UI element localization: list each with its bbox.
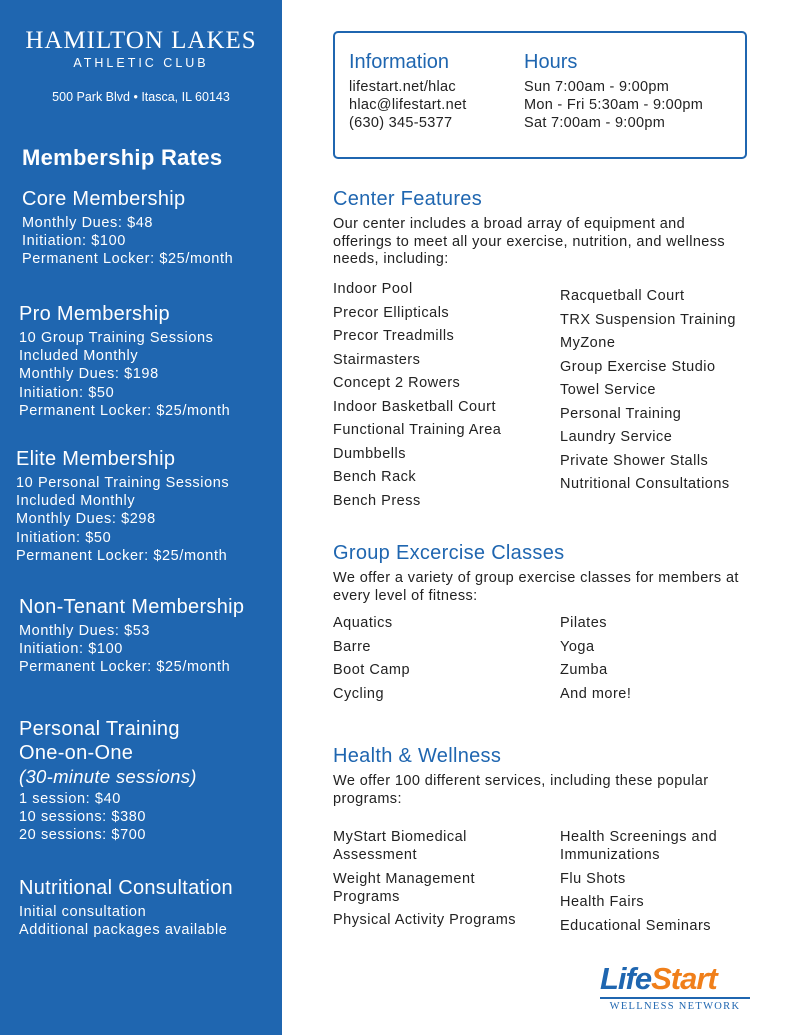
information-column <box>349 50 467 132</box>
plan-line: Monthly Dues: $298 <box>16 511 156 528</box>
list-item: Cycling <box>333 685 385 702</box>
plan-line: Additional packages available <box>19 922 228 939</box>
list-item: Weight Management Programs <box>333 870 476 905</box>
plan-line: Permanent Locker: $25/month <box>19 402 231 419</box>
list-item: Racquetball Court <box>560 288 685 304</box>
group-classes-list-2 <box>560 612 631 706</box>
group-classes-list-1 <box>333 612 410 706</box>
list-item: Private Shower Stalls <box>560 452 709 469</box>
hours-column <box>524 50 703 132</box>
group-classes-intro: We offer a variety of group exercise classes for members at every level of fitness: <box>333 570 739 604</box>
list-item: Pilates <box>560 615 608 631</box>
plan-title: Elite Membership <box>16 448 176 470</box>
information-heading: Information <box>349 51 450 73</box>
list-item: Indoor Pool <box>333 281 413 297</box>
plan-line: Included Monthly <box>19 348 139 365</box>
plan-line: Initiation: $50 <box>16 529 112 546</box>
list-item: Personal Training <box>560 405 682 422</box>
list-item: Boot Camp <box>333 662 411 678</box>
list-item: Precor Ellipticals <box>333 304 450 321</box>
list-item: Aquatics <box>333 615 393 631</box>
plan-non-tenant <box>19 595 244 677</box>
list-item: And more! <box>560 685 632 702</box>
club-name: HAMILTON LAKES <box>25 27 257 54</box>
plan-line: Included Monthly <box>16 493 136 510</box>
list-item: TRX Suspension Training <box>560 311 736 328</box>
health-wellness-intro: We offer 100 different services, including these popular programs: <box>333 773 709 807</box>
plan-line: 20 sessions: $700 <box>19 827 147 844</box>
membership-rates-heading: Membership Rates <box>22 145 223 170</box>
health-wellness-list-2 <box>560 828 760 940</box>
list-item: Health Fairs <box>560 894 645 910</box>
plan-line: Permanent Locker: $25/month <box>19 659 231 676</box>
plan-core <box>22 187 233 269</box>
list-item: Bench Rack <box>333 469 417 485</box>
plan-title: One-on-One <box>19 742 134 764</box>
website-link[interactable]: lifestart.net/hlac <box>349 79 456 95</box>
hours-heading: Hours <box>524 51 578 73</box>
list-item: Bench Press <box>333 492 421 509</box>
club-subtitle: ATHLETIC CLUB <box>73 56 209 70</box>
email-link[interactable]: hlac@lifestart.net <box>349 97 467 113</box>
plan-title: Personal Training <box>19 718 180 740</box>
plan-line: 1 session: $40 <box>19 791 121 807</box>
list-item: Health Screenings and Immunizations <box>560 829 718 863</box>
plan-line: Initial consultation <box>19 904 147 920</box>
plan-line: Monthly Dues: $48 <box>22 215 154 231</box>
plan-line: Initiation: $100 <box>19 641 123 658</box>
logo-word-life: Life <box>600 961 652 996</box>
plan-title: Pro Membership <box>19 303 170 325</box>
center-features-title: Center Features <box>333 188 483 210</box>
plan-line: Monthly Dues: $53 <box>19 623 151 639</box>
plan-line: Monthly Dues: $198 <box>19 366 159 383</box>
plan-pro <box>19 302 230 420</box>
logo-tagline: WELLNESS NETWORK <box>609 1001 741 1012</box>
list-item: Laundry Service <box>560 429 673 445</box>
center-features-list-2 <box>560 285 736 497</box>
list-item: Nutritional Consultations <box>560 476 730 492</box>
list-item: Yoga <box>560 638 595 655</box>
plan-title: Non-Tenant Membership <box>19 596 245 618</box>
list-item: Barre <box>333 638 371 655</box>
plan-line: 10 Group Training Sessions <box>19 330 214 346</box>
list-item: Indoor Basketball Court <box>333 398 497 415</box>
logo-word-start: Start <box>651 961 717 996</box>
plan-elite <box>16 447 229 565</box>
logo-divider <box>600 997 750 999</box>
club-address: 500 Park Blvd • Itasca, IL 60143 <box>52 90 230 104</box>
health-wellness-list-1 <box>333 828 545 935</box>
plan-title: Core Membership <box>22 188 186 210</box>
list-item: MyZone <box>560 335 616 351</box>
plan-line: Permanent Locker: $25/month <box>16 547 228 564</box>
sidebar <box>0 0 282 1035</box>
list-item: Physical Activity Programs <box>333 912 517 928</box>
list-item: Functional Training Area <box>333 422 502 438</box>
plan-line: Initiation: $50 <box>19 384 115 401</box>
hours-line: Sat 7:00am - 9:00pm <box>524 115 666 131</box>
lifestart-logo <box>600 962 750 1020</box>
hours-line: Mon - Fri 5:30am - 9:00pm <box>524 97 704 113</box>
list-item: Educational Seminars <box>560 917 712 934</box>
list-item: Group Exercise Studio <box>560 358 716 375</box>
list-item: Dumbbells <box>333 445 406 462</box>
health-wellness-title: Health & Wellness <box>333 745 502 767</box>
hours-line: Sun 7:00am - 9:00pm <box>524 79 670 95</box>
center-features-list-1 <box>333 278 501 513</box>
list-item: Zumba <box>560 662 608 678</box>
plan-line: Initiation: $100 <box>22 233 126 250</box>
plan-line: 10 Personal Training Sessions <box>16 475 230 491</box>
list-item: Flu Shots <box>560 870 626 887</box>
list-item: MyStart Biomedical Assessment <box>333 829 467 863</box>
plan-line: 10 sessions: $380 <box>19 809 147 826</box>
list-item: Stairmasters <box>333 351 421 368</box>
plan-subtitle: (30-minute sessions) <box>19 766 197 787</box>
plan-nutritional <box>19 876 233 939</box>
plan-title: Nutritional Consultation <box>19 877 233 899</box>
list-item: Concept 2 Rowers <box>333 375 461 391</box>
group-classes-title: Group Excercise Classes <box>333 542 565 564</box>
plan-line: Permanent Locker: $25/month <box>22 251 234 268</box>
info-box <box>333 31 747 159</box>
phone-number: (630) 345-5377 <box>349 115 453 131</box>
logo-wordmark <box>600 962 750 996</box>
list-item: Towel Service <box>560 382 656 398</box>
center-features-intro: Our center includes a broad array of equipment and offerings to meet all your exercise, nutrition, and wellness needs, including: <box>333 216 726 267</box>
plan-personal-training <box>19 717 197 845</box>
list-item: Precor Treadmills <box>333 328 455 344</box>
